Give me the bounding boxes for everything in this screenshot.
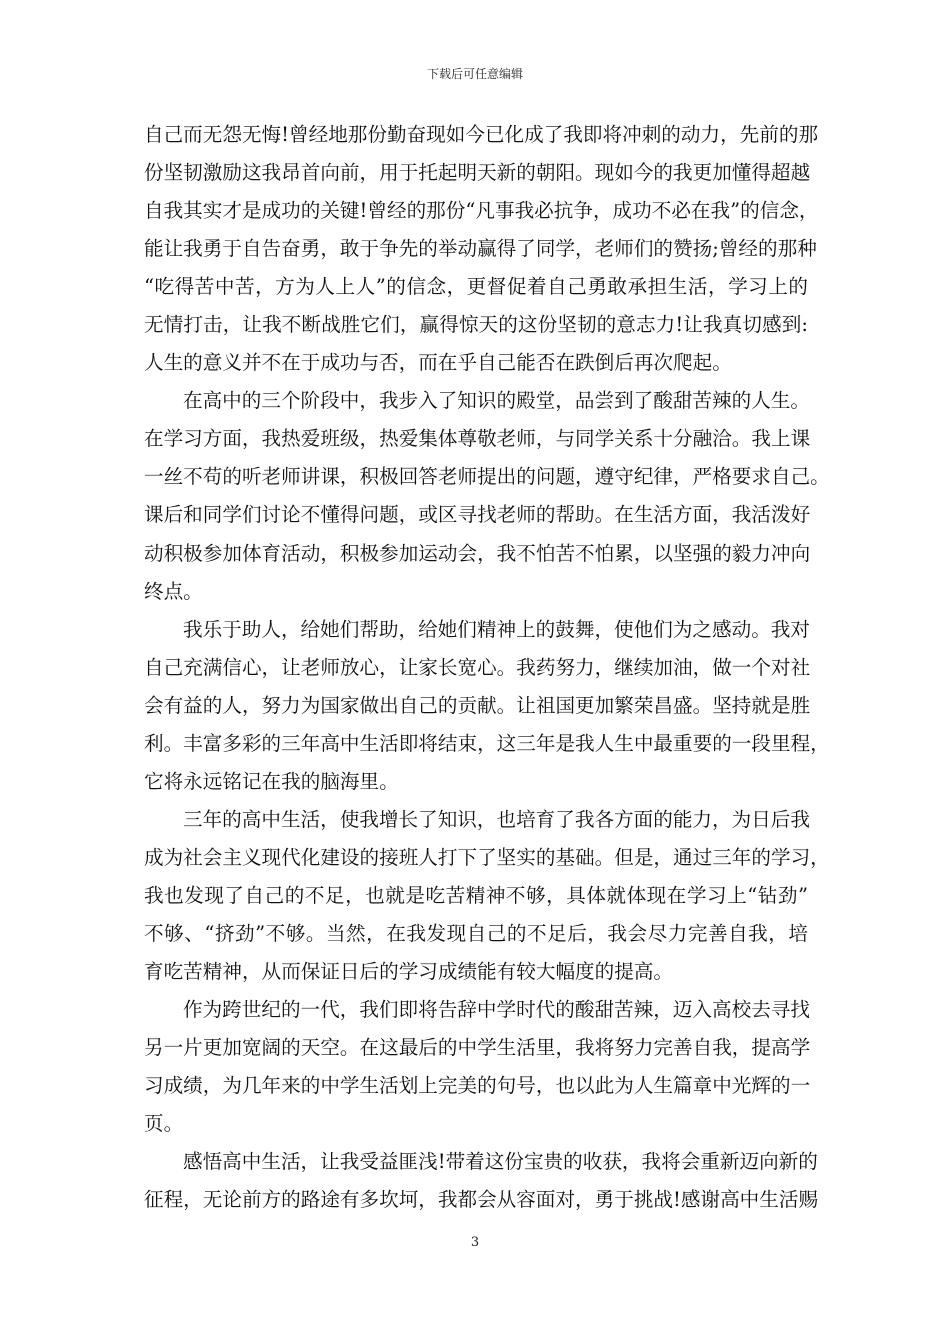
page-header: 下载后可任意编辑 — [426, 67, 523, 81]
text-line: 份坚韧激励这我昂首向前，用于托起明天新的朝阳。现如今的我更加懂得超越 — [144, 161, 811, 185]
text-line: 自己充满信心，让老师放心，让家长宽心。我药努力，继续加油，做一个对社 — [144, 655, 811, 679]
text-line: 习成绩，为几年来的中学生活划上完美的句号，也以此为人生篇章中光辉的一 — [144, 1074, 811, 1098]
text-line: 它将永远铭记在我的脑海里。 — [144, 769, 399, 793]
text-line: 终点。 — [144, 579, 203, 603]
text-line: 征程，无论前方的路途有多坎坷，我都会从容面对，勇于挑战!感谢高中生活赐 — [144, 1188, 819, 1212]
page-number: 3 — [470, 1235, 480, 1250]
text-line: 三年的高中生活，使我增长了知识，也培育了我各方面的能力，为日后我 — [183, 807, 810, 831]
text-line: 利。丰富多彩的三年高中生活即将结束，这三年是我人生中最重要的一段里程， — [144, 731, 830, 755]
text-line: 一丝不苟的听老师讲课，积极回答老师提出的问题，遵守纪律，严格要求自己。 — [144, 465, 830, 489]
text-line: 动积极参加体育活动，积极参加运动会，我不怕苦不怕累，以坚强的毅力冲向 — [144, 541, 811, 565]
text-line: 我乐于助人，给她们帮助，给她们精神上的鼓舞，使他们为之感动。我对 — [183, 617, 810, 641]
text-line: 在高中的三个阶段中，我步入了知识的殿堂，品尝到了酸甜苦辣的人生。 — [183, 389, 810, 413]
text-line: “吃得苦中苦，方为人上人”的信念，更督促着自己勇敢承担生活，学习上的 — [144, 275, 808, 299]
text-line: 自己而无怨无悔!曾经地那份勤奋现如今已化成了我即将冲刺的动力，先前的那 — [144, 123, 819, 146]
text-line: 页。 — [144, 1112, 184, 1136]
text-line: 作为跨世纪的一代，我们即将告辞中学时代的酸甜苦辣，迈入高校去寻找 — [183, 998, 810, 1022]
body-text — [144, 116, 830, 1219]
text-line: 不够、“挤劲”不够。当然，在我发现自己的不足后，我会尽力完善自我，培 — [144, 921, 808, 945]
text-line: 无情打击，让我不断战胜它们，赢得惊天的这份坚韧的意志力!让我真切感到: — [144, 313, 808, 337]
text-line: 感悟高中生活，让我受益匪浅!带着这份宝贵的收获，我将会重新迈向新的 — [183, 1150, 818, 1174]
text-line: 成为社会主义现代化建设的接班人打下了坚实的基础。但是，通过三年的学习， — [144, 845, 830, 869]
text-line: 自我其实才是成功的关键!曾经的那份“凡事我必抗争，成功不必在我”的信念， — [144, 199, 819, 223]
text-line: 人生的意义并不在于成功与否，而在乎自己能否在跌倒后再次爬起。 — [144, 351, 732, 375]
text-line: 课后和同学们讨论不懂得问题，或区寻找老师的帮助。在生活方面，我活泼好 — [144, 503, 811, 527]
text-line: 在学习方面，我热爱班级，热爱集体尊敬老师，与同学关系十分融洽。我上课 — [144, 427, 811, 451]
text-line: 能让我勇于自告奋勇，敢于争先的举动赢得了同学，老师们的赞扬;曾经的那种 — [144, 237, 817, 261]
text-line: 会有益的人，努力为国家做出自己的贡献。让祖国更加繁荣昌盛。坚持就是胜 — [144, 693, 811, 717]
text-line: 我也发现了自己的不足，也就是吃苦精神不够，具体就体现在学习上“钻劲” — [144, 883, 808, 907]
text-line: 育吃苦精神，从而保证日后的学习成绩能有较大幅度的提高。 — [144, 960, 674, 984]
text-line: 另一片更加宽阔的天空。在这最后的中学生活里，我将努力完善自我，提高学 — [144, 1036, 811, 1060]
